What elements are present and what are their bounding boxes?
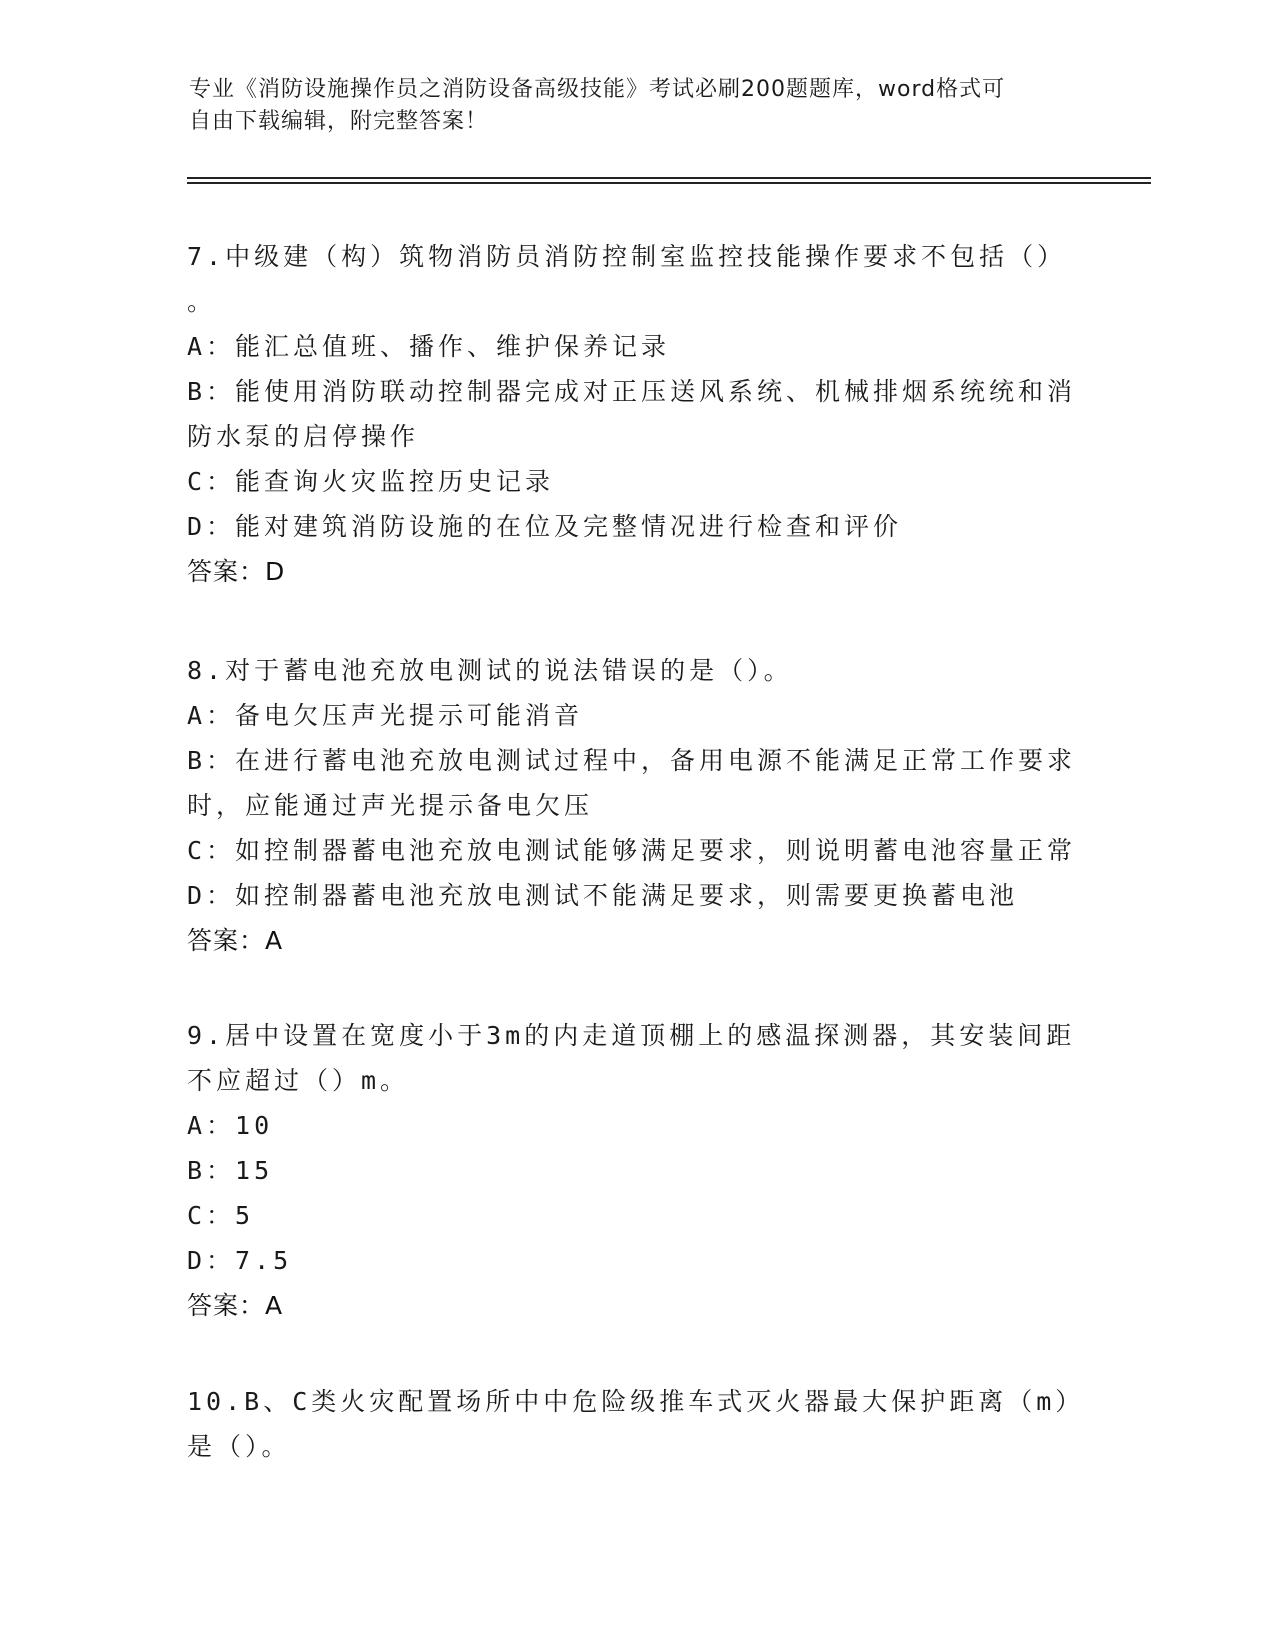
header-rule-bottom	[187, 182, 1151, 184]
question-10	[187, 1379, 1085, 1469]
answer: 答案：A	[187, 926, 284, 955]
option-a: A：能汇总值班、播作、维护保养记录	[187, 332, 671, 361]
option-b: B：能使用消防联动控制器完成对正压送风系统、机械排烟系统统和消	[187, 377, 1077, 406]
option-a: A：备电欠压声光提示可能消音	[187, 701, 584, 730]
question-stem: 不应超过（）m。	[187, 1066, 410, 1095]
option-a: A：10	[187, 1111, 274, 1140]
question-7	[187, 234, 1077, 594]
question-stem: 。	[187, 287, 217, 316]
option-d: D：7.5	[187, 1246, 293, 1275]
option-c: C：能查询火灾监控历史记录	[187, 467, 555, 496]
question-9	[187, 1013, 1076, 1328]
header-rule-top	[187, 177, 1151, 179]
question-8	[187, 648, 1077, 963]
question-stem: 7.中级建（构）筑物消防员消防控制室监控技能操作要求不包括（）	[187, 242, 1067, 271]
header-line-1: 专业《消防设施操作员之消防设备高级技能》考试必刷200题题库，word格式可	[189, 77, 1006, 102]
answer: 答案：D	[187, 557, 286, 586]
option-b-continued: 时，应能通过声光提示备电欠压	[187, 791, 594, 820]
option-d: D：能对建筑消防设施的在位及完整情况进行检查和评价	[187, 512, 903, 541]
question-stem: 9.居中设置在宽度小于3m的内走道顶棚上的感温探测器，其安装间距	[187, 1021, 1076, 1050]
option-b: B：在进行蓄电池充放电测试过程中，备用电源不能满足正常工作要求	[187, 746, 1077, 775]
option-c: C：如控制器蓄电池充放电测试能够满足要求，则说明蓄电池容量正常	[187, 836, 1077, 865]
option-d: D：如控制器蓄电池充放电测试不能满足要求，则需要更换蓄电池	[187, 881, 1019, 910]
option-b: B：15	[187, 1156, 274, 1185]
question-stem: 8.对于蓄电池充放电测试的说法错误的是（）。	[187, 656, 793, 685]
option-b-continued: 防水泵的启停操作	[187, 422, 420, 451]
option-c: C：5	[187, 1201, 255, 1230]
document-header	[189, 74, 1089, 138]
question-stem: 10.B、C类火灾配置场所中中危险级推车式灭火器最大保护距离（m）	[187, 1387, 1085, 1416]
header-line-2: 自由下载编辑，附完整答案！	[189, 109, 489, 134]
answer: 答案：A	[187, 1291, 284, 1320]
question-stem: 是（）。	[187, 1432, 291, 1461]
